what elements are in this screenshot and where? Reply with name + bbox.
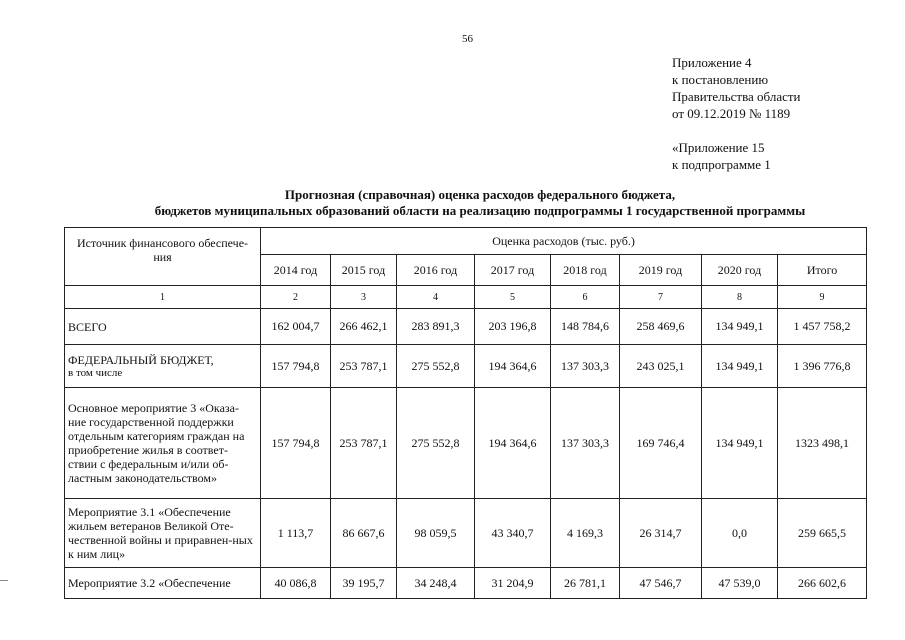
document-title — [60, 187, 900, 219]
value-cell: 34 248,4 — [397, 568, 475, 599]
year-header: 2018 год — [551, 255, 620, 286]
value-cell: 169 746,4 — [620, 388, 702, 499]
title-line-1: Прогнозная (справочная) оценка расходов федерального бюджета, — [284, 187, 676, 202]
appendix-line: от 09.12.2019 № 1189 — [672, 106, 791, 121]
value-cell: 148 784,6 — [551, 309, 620, 345]
year-header: 2020 год — [702, 255, 778, 286]
appendix-line: Приложение 4 — [672, 55, 752, 70]
row-label-main: ФЕДЕРАЛЬНЫЙ БЮДЖЕТ, — [68, 353, 214, 367]
appendix-sub-line: к подпрограмме 1 — [672, 157, 771, 172]
table-row-activity-3-1 — [65, 499, 867, 568]
total-cell: 1 457 758,2 — [778, 309, 867, 345]
value-cell: 275 552,8 — [397, 345, 475, 388]
row-label: ВСЕГО — [65, 309, 261, 345]
column-number: 4 — [397, 286, 475, 309]
value-cell: 275 552,8 — [397, 388, 475, 499]
column-number-row — [65, 286, 867, 309]
row-label — [65, 345, 261, 388]
appendix-line: Правительства области — [672, 89, 801, 104]
value-cell: 137 303,3 — [551, 345, 620, 388]
total-cell: 1 396 776,8 — [778, 345, 867, 388]
appendix-line: к постановлению — [672, 72, 769, 87]
value-cell: 162 004,7 — [261, 309, 331, 345]
budget-table — [64, 227, 867, 599]
column-number: 9 — [778, 286, 867, 309]
value-cell: 47 546,7 — [620, 568, 702, 599]
total-header: Итого — [778, 255, 867, 286]
column-number: 7 — [620, 286, 702, 309]
value-cell: 157 794,8 — [261, 345, 331, 388]
value-cell: 47 539,0 — [702, 568, 778, 599]
row-label: Мероприятие 3.2 «Обеспечение — [65, 568, 261, 599]
value-cell: 26 314,7 — [620, 499, 702, 568]
row-label: Основное мероприятие 3 «Оказа-ние государственной поддержки отдельным категориям граждан на приобретение жилья в соответ-ствии с федеральным и/или об-ластным законодательством» — [65, 388, 261, 499]
total-cell: 259 665,5 — [778, 499, 867, 568]
value-cell: 0,0 — [702, 499, 778, 568]
year-header: 2015 год — [331, 255, 397, 286]
value-cell: 243 025,1 — [620, 345, 702, 388]
value-cell: 194 364,6 — [475, 345, 551, 388]
value-cell: 258 469,6 — [620, 309, 702, 345]
value-cell: 137 303,3 — [551, 388, 620, 499]
estimate-header: Оценка расходов (тыс. руб.) — [261, 228, 867, 255]
value-cell: 39 195,7 — [331, 568, 397, 599]
appendix-sub-line: «Приложение 15 — [672, 140, 765, 155]
value-cell: 86 667,6 — [331, 499, 397, 568]
value-cell: 253 787,1 — [331, 345, 397, 388]
column-number: 5 — [475, 286, 551, 309]
title-line-2: бюджетов муниципальных образований области на реализацию подпрограммы 1 государственной программы — [154, 203, 806, 218]
table-row-activity-3-2 — [65, 568, 867, 599]
margin-mark — [0, 580, 8, 581]
row-label: Мероприятие 3.1 «Обеспечение жильем ветеранов Великой Оте-чественной войны и приравнен-ных к ним лиц» — [65, 499, 261, 568]
value-cell: 1 113,7 — [261, 499, 331, 568]
appendix-block — [672, 54, 801, 122]
value-cell: 134 949,1 — [702, 388, 778, 499]
value-cell: 134 949,1 — [702, 309, 778, 345]
column-number: 3 — [331, 286, 397, 309]
value-cell: 40 086,8 — [261, 568, 331, 599]
value-cell: 134 949,1 — [702, 345, 778, 388]
column-number: 2 — [261, 286, 331, 309]
total-cell: 266 602,6 — [778, 568, 867, 599]
column-number: 1 — [65, 286, 261, 309]
source-header: Источник финансового обеспече-ния — [65, 228, 261, 286]
year-header: 2017 год — [475, 255, 551, 286]
table-row-federal — [65, 345, 867, 388]
value-cell: 203 196,8 — [475, 309, 551, 345]
column-number: 6 — [551, 286, 620, 309]
year-header: 2016 год — [397, 255, 475, 286]
year-header: 2019 год — [620, 255, 702, 286]
value-cell: 283 891,3 — [397, 309, 475, 345]
value-cell: 98 059,5 — [397, 499, 475, 568]
value-cell: 194 364,6 — [475, 388, 551, 499]
row-label-sub: в том числе — [68, 367, 123, 379]
column-number: 8 — [702, 286, 778, 309]
value-cell: 31 204,9 — [475, 568, 551, 599]
page-number: 56 — [462, 33, 473, 45]
value-cell: 26 781,1 — [551, 568, 620, 599]
table-row-total — [65, 309, 867, 345]
value-cell: 157 794,8 — [261, 388, 331, 499]
value-cell: 4 169,3 — [551, 499, 620, 568]
table-row-activity-3 — [65, 388, 867, 499]
value-cell: 253 787,1 — [331, 388, 397, 499]
value-cell: 266 462,1 — [331, 309, 397, 345]
appendix-sub-block — [672, 139, 771, 173]
total-cell: 1323 498,1 — [778, 388, 867, 499]
year-header: 2014 год — [261, 255, 331, 286]
value-cell: 43 340,7 — [475, 499, 551, 568]
